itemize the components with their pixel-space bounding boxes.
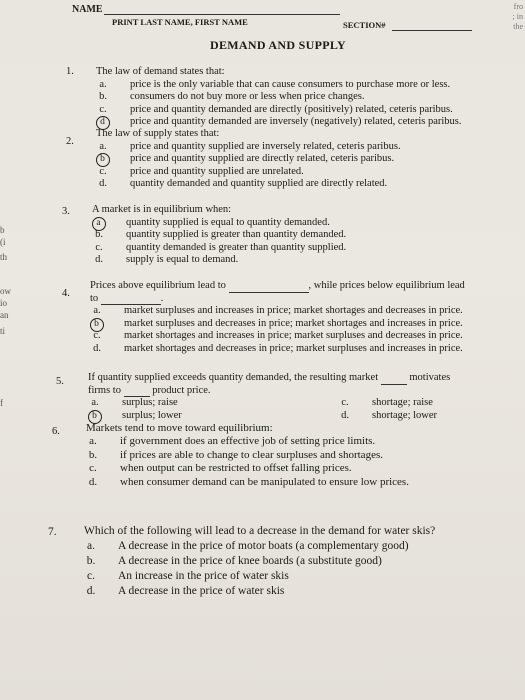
answer-blank[interactable] xyxy=(381,374,407,385)
option-d[interactable]: d. quantity demanded and quantity supplied are directly related. xyxy=(99,178,388,190)
option-a[interactable]: a. A decrease in the price of motor boats (a complementary good) xyxy=(87,540,409,552)
option-c[interactable]: c. shortage; raise xyxy=(341,397,433,409)
question-number: 5. xyxy=(56,376,64,387)
option-b[interactable]: b. A decrease in the price of knee boards (a substitute good) xyxy=(86,555,382,567)
question-stem: Which of the following will lead to a decrease in the demand for water skis? xyxy=(84,525,436,537)
option-b-selected[interactable]: b market surpluses and decreases in price; market shortages and increases in price. xyxy=(90,318,465,331)
answer-blank[interactable] xyxy=(101,294,161,305)
page-title: DEMAND AND SUPPLY xyxy=(210,38,346,52)
option-c[interactable]: c. market shortages and increases in price; market surpluses and decreases in price. xyxy=(93,330,463,342)
margin-fragment: (i xyxy=(0,237,6,247)
section-label: SECTION# xyxy=(343,20,386,30)
answer-blank[interactable] xyxy=(229,282,309,293)
question-stem: A market is in equilibrium when: xyxy=(92,204,232,215)
option-d[interactable]: d. market shortages and decreases in price; market surpluses and increases in price. xyxy=(93,342,463,354)
name-line xyxy=(104,14,340,15)
option-b-selected[interactable]: b price and quantity supplied are directly related, ceteris paribus. xyxy=(96,153,401,166)
option-a[interactable]: a. surplus; raise xyxy=(91,397,178,409)
question-stem: The law of supply states that: xyxy=(96,128,220,139)
question-1 xyxy=(96,66,461,129)
margin-fragment: fro xyxy=(513,2,523,11)
option-a-selected[interactable]: a quantity supplied is equal to quantity demanded. xyxy=(92,217,346,230)
question-stem: Markets tend to move toward equilibrium: xyxy=(86,422,273,434)
option-c[interactable]: c. quantity demanded is greater than quantity supplied. xyxy=(95,241,347,253)
question-3 xyxy=(92,204,346,267)
answer-blank[interactable] xyxy=(124,386,150,397)
margin-fragment: ow xyxy=(0,286,11,296)
option-c[interactable]: c. when output can be restricted to offset falling prices. xyxy=(89,462,352,475)
name-label: NAME xyxy=(72,4,103,15)
option-b[interactable]: b. consumers do not buy more or less when price changes. xyxy=(99,91,365,103)
option-a[interactable]: a. market surpluses and increases in price; market shortages and decreases in price. xyxy=(93,305,463,317)
option-b[interactable]: b. quantity supplied is greater than quantity demanded. xyxy=(95,229,347,241)
print-name-caption: PRINT LAST NAME, FIRST NAME xyxy=(112,17,248,27)
margin-fragment: th xyxy=(0,252,8,262)
option-b-selected[interactable]: b surplus; lower xyxy=(88,410,182,423)
question-stem: If quantity supplied exceeds quantity demanded, the resulting market motivates xyxy=(88,372,451,383)
option-d-selected[interactable]: d price and quantity demanded are inversely (negatively) related, ceteris paribus. xyxy=(96,116,461,129)
margin-fragment: the xyxy=(513,22,523,31)
circled-answer-mark: a xyxy=(92,217,106,231)
option-d[interactable]: d. supply is equal to demand. xyxy=(95,254,239,266)
question-number: 1. xyxy=(66,66,74,77)
option-a[interactable]: a. if government does an effective job of setting price limits. xyxy=(89,435,376,448)
question-stem: Prices above equilibrium lead to , while prices below equilibrium lead xyxy=(90,280,465,291)
question-number: 4. xyxy=(62,288,70,299)
question-number: 3. xyxy=(62,206,70,217)
question-number: 7. xyxy=(48,526,57,538)
option-c[interactable]: c. price and quantity supplied are unrelated. xyxy=(99,165,304,177)
option-a[interactable]: a. price is the only variable that can cause consumers to purchase more or less. xyxy=(99,78,451,90)
question-7 xyxy=(84,524,435,599)
option-c[interactable]: c. An increase in the price of water skis xyxy=(87,570,289,582)
circled-answer-mark: b xyxy=(90,318,104,332)
question-stem: The law of demand states that: xyxy=(96,66,225,77)
question-5: If quantity supplied exceeds quantity demanded, the resulting market motivates firms to product price. a. surplus; raise c. shortage; raise b surplus; lower d. shortage; lower xyxy=(88,372,450,422)
option-d[interactable]: d. when consumer demand can be manipulated to ensure low prices. xyxy=(88,475,409,488)
question-4: Prices above equilibrium lead to , while prices below equilibrium lead to . a. market surpluses and increases in price; market shortages and decreases in price. b market surpluses and decreases in price; market shortages and increases in price. c. market shortages and increases in price; market surpluses and decreases in price. d. market shortages and decreases in price; market surpluses and increases in price. xyxy=(90,280,465,354)
option-d[interactable]: d. shortage; lower xyxy=(341,409,438,421)
margin-fragment: io xyxy=(0,298,8,308)
margin-fragment: b xyxy=(0,225,5,235)
circled-answer-mark: b xyxy=(88,410,102,424)
margin-fragment: ; in xyxy=(512,12,523,21)
question-6 xyxy=(86,422,409,489)
option-c[interactable]: c. price and quantity demanded are directly (positively) related, ceteris paribus. xyxy=(99,103,453,115)
margin-fragment: f xyxy=(0,398,3,408)
section-line xyxy=(392,30,472,31)
margin-fragment: ti xyxy=(0,326,6,336)
question-2 xyxy=(96,128,401,191)
question-number: 6. xyxy=(52,426,60,437)
option-b[interactable]: b. if prices are able to change to clear surpluses and shortages. xyxy=(88,448,383,461)
circled-answer-mark: d xyxy=(96,116,110,130)
option-d[interactable]: d. A decrease in the price of water skis xyxy=(86,585,285,597)
option-a[interactable]: a. price and quantity supplied are inversely related, ceteris paribus. xyxy=(99,140,401,152)
question-number: 2. xyxy=(66,136,74,147)
margin-fragment: an xyxy=(0,310,9,320)
circled-answer-mark: b xyxy=(96,153,110,167)
